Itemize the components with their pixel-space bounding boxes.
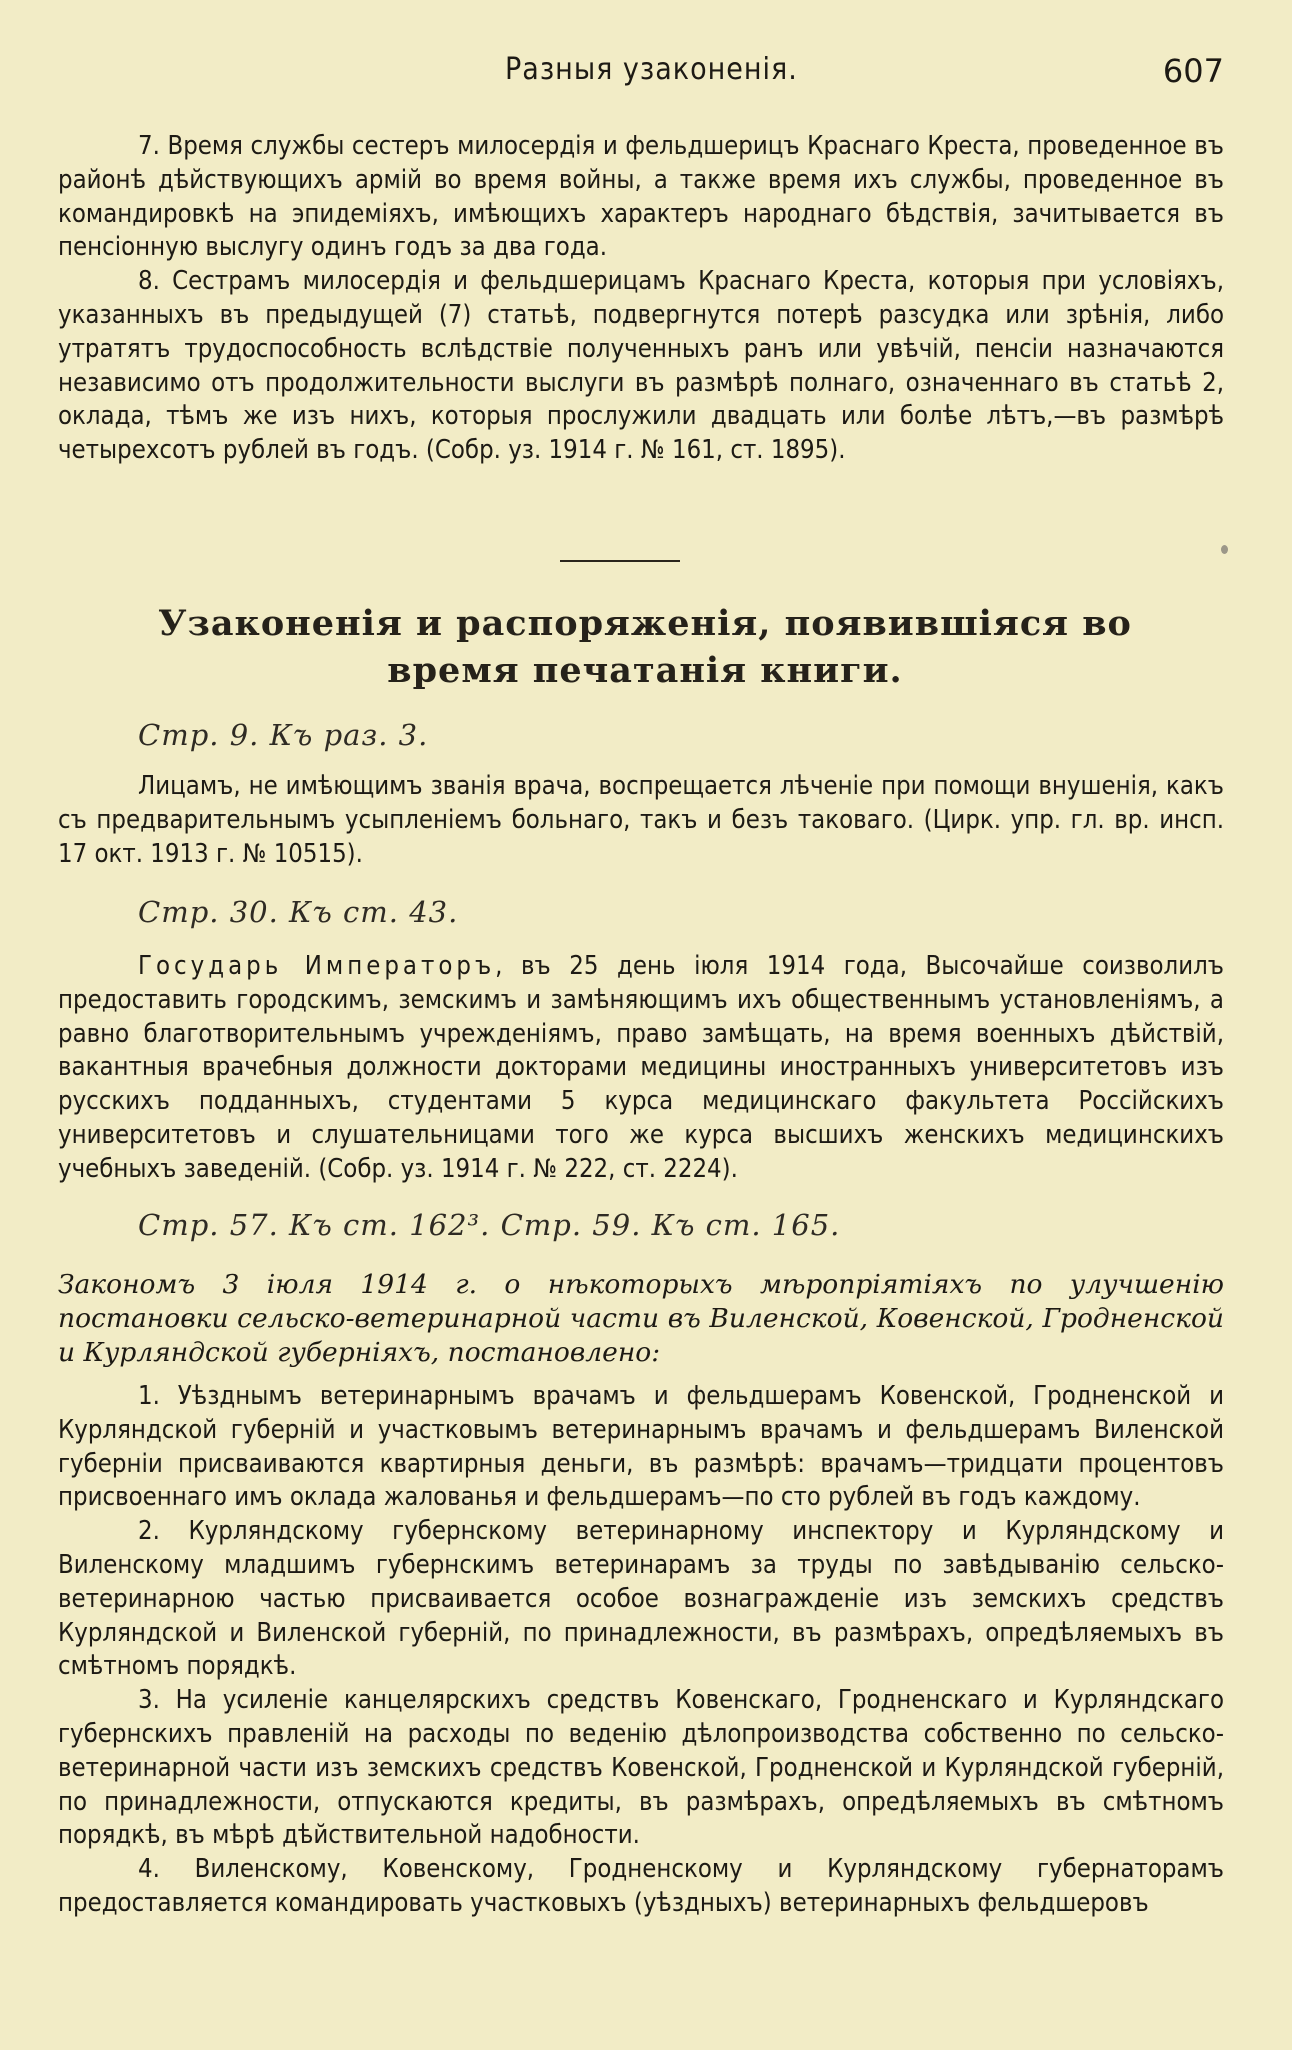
veterinary-articles: [58, 1380, 1224, 1921]
paragraph-decree-text: [58, 950, 1224, 1187]
paragraph-decree: [58, 950, 1224, 1187]
paragraph-hypnosis-text: Лицамъ, не имѣющимъ званія врача, воспрещается лѣченіе при помощи внушенія, какъ съ предварительнымъ усыпленіемъ больнаго, такъ и безъ таковаго. (Цирк. упр. гл. вр. инсп. 17 окт. 1913 г. № 10515).: [58, 771, 1224, 869]
vet-article-4: 4. Виленскому, Ковенскому, Гродненскому и Курляндскому губернаторамъ предоставляется командировать участковыхъ (уѣздныхъ) ветеринарныхъ фельдшеровъ: [58, 1854, 1224, 1918]
running-header: [0, 52, 1292, 92]
page-reference-57-59: Стр. 57. Къ ст. 162³. Стр. 59. Къ ст. 165.: [138, 1208, 841, 1242]
articles-7-8: [58, 130, 1224, 468]
vet-article-3: 3. На усиленіе канцелярскихъ средствъ Ковенскаго, Гродненскаго и Курляндскаго губернскихъ правленій на расходы по веденію дѣлопроизводства собственно по сельско-ветеринарной части изъ земскихъ средствъ Ковенской, Гродненской и Курляндской губерній, по принадлежности, отпускаются кредиты, въ размѣрахъ, опредѣляемыхъ въ смѣтномъ порядкѣ, въ мѣрѣ дѣйствительной надобности.: [58, 1685, 1224, 1851]
paragraph-hypnosis: [58, 770, 1224, 871]
article-7: 7. Время службы сестеръ милосердія и фельдшерицъ Краснаго Креста, проведенное въ районѣ дѣйствующихъ армій во время войны, а также время ихъ службы, проведенное въ командировкѣ на эпидеміяхъ, имѣющихъ характеръ народнаго бѣдствія, зачитывается въ пенсіонную выслугу одинъ годъ за два года.: [58, 131, 1224, 263]
vet-article-1: 1. Уѣзднымъ ветеринарнымъ врачамъ и фельдшерамъ Ковенской, Гродненской и Курляндской губерній и участковымъ ветеринарнымъ врачамъ и фельдшерамъ Виленской губерніи присваиваются квартирныя деньги, въ размѣрѣ: врачамъ—тридцати процентовъ присвоеннаго имъ оклада жалованья и фельдшерамъ—по сто рублей въ годъ каждому.: [58, 1381, 1224, 1513]
section-divider: [560, 560, 680, 562]
page-number: 607: [1162, 52, 1224, 90]
section-title: Узаконенія и распоряженія, появившіяся во время печатанія книги.: [158, 603, 1132, 691]
article-8: 8. Сестрамъ милосердія и фельдшерицамъ Краснаго Креста, которыя при условіяхъ, указанныхъ въ предыдущей (7) статьѣ, подвергнутся потерѣ разсудка или зрѣнія, либо утратятъ трудоспособность вслѣдствіе полученныхъ ранъ или увѣчій, пенсіи назначаются независимо отъ продолжительности выслуги въ размѣрѣ полнаго, означеннаго въ статьѣ 2, оклада, тѣмъ же изъ нихъ, которыя прослужили двадцать или болѣе лѣтъ,—въ размѣрѣ четырехсотъ рублей въ годъ. (Собр. уз. 1914 г. № 161, ст. 1895).: [58, 266, 1224, 466]
paragraph-decree-rest: , въ 25 день іюля 1914 года, Высочайше соизволилъ предоставить городскимъ, земскимъ и замѣняющимъ ихъ общественнымъ установленіямъ, а равно благотворительнымъ учрежденіямъ, право замѣщать, на время военныхъ дѣйствій, вакантныя врачебныя должности докторами медицины иностранныхъ университетовъ изъ русскихъ подданныхъ, студентами 5 курса медицинскаго факультета Россійскихъ университетовъ и слушательницами того же курса высшихъ женскихъ медицинскихъ учебныхъ заведеній. (Собр. уз. 1914 г. № 222, ст. 2224).: [58, 951, 1224, 1184]
law-intro: Закономъ 3 іюля 1914 г. о нѣкоторыхъ мѣропріятіяхъ по улучшенію постановки сельско-ветеринарной части въ Виленской, Ковенской, Гродненской и Курляндской губерніяхъ, постановлено:: [58, 1269, 1224, 1368]
vet-article-2: 2. Курляндскому губернскому ветеринарному инспектору и Курляндскому и Виленскому младшимъ губернскимъ ветеринарамъ за труды по завѣдыванію сельско-ветеринарною частью присваивается особое вознагражденіе изъ земскихъ средствъ Курляндской и Виленской губерній, по принадлежности, въ размѣрахъ, опредѣляемыхъ въ смѣтномъ порядкѣ.: [58, 1516, 1224, 1682]
running-title: Разныя узаконенія.: [505, 52, 798, 87]
emperor-title: Государь Императоръ: [138, 951, 496, 981]
page-reference-9: Стр. 9. Къ раз. 3.: [138, 718, 429, 752]
page-reference-30: Стр. 30. Къ ст. 43.: [138, 895, 459, 929]
ink-speck: [1221, 545, 1228, 554]
